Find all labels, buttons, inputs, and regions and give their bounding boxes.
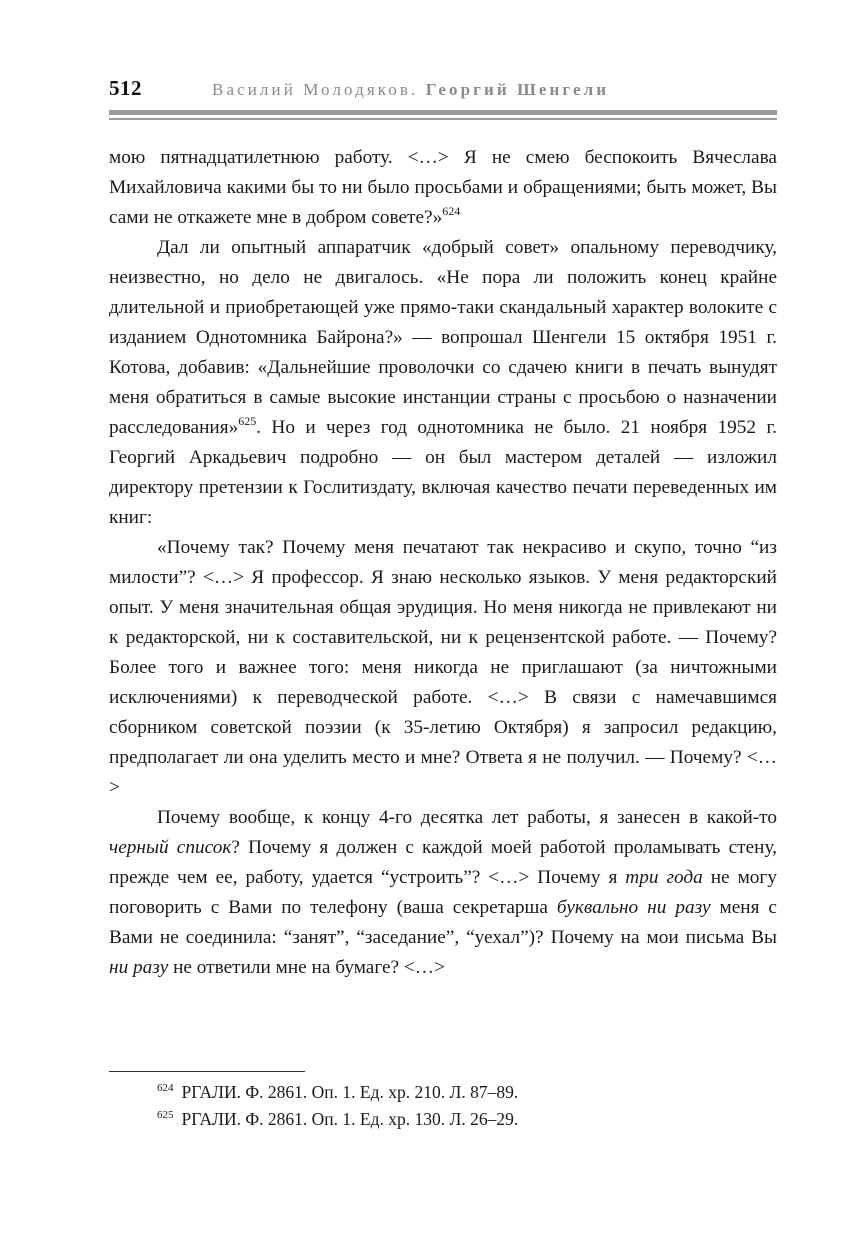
text-run: мою пятнадцатилетнюю работу. <…> Я не смею беспокоить Вячеслава Михайловича какими бы то ни было просьбами и обращениями; быть может, Вы сами не откажете мне в добром совете?» (109, 147, 777, 228)
footnote-ref: 625 (238, 414, 257, 428)
text-run: не могу поговорить с Вами по телефону (ваша секретарша (109, 867, 777, 918)
paragraph (109, 803, 777, 983)
text-run: меня с Вами не соединила: “занят”, “заседание”, “уехал”)? Почему на мои письма Вы (109, 897, 777, 948)
footnote-separator (109, 1071, 305, 1072)
text-run: . Но и через год однотомника не было. 21 ноября 1952 г. Георгий Аркадьевич подробно — он был мастером деталей — изложил директору претензии к Гослитиздату, включая качество печати переведенных им книг: (109, 417, 777, 528)
text-run: Почему вообще, к концу 4-го десятка лет работы, я занесен в какой-то (157, 807, 777, 828)
paragraph (109, 233, 777, 533)
running-header-author: Василий Молодяков. (212, 80, 419, 99)
running-header (212, 80, 609, 100)
page-number: 512 (109, 76, 142, 100)
paragraph (109, 533, 777, 803)
footnote-number: 625 (157, 1109, 174, 1121)
italic-emphasis: черный список (109, 837, 232, 858)
italic-emphasis: ни разу (109, 957, 169, 978)
text-run: не ответили мне на бумаге? <…> (168, 957, 445, 978)
italic-emphasis: буквально ни разу (556, 897, 711, 918)
text-run: «Почему так? Почему меня печатают так некрасиво и скупо, точно “из милости”? <…> Я профессор. Я знаю несколько языков. У меня редакторский опыт. У меня значительная общая эрудиция. Но меня никогда не привлекают ни к редакторской, ни к составительской, ни к рецензентской работе. — Почему? Более того и важнее того: меня никогда не приглашают (за ничтожными исключениями) к переводческой работе. <…> В связи с намечавшимся сборником советской поэзии (к 35-летию Октября) я запросил редакцию, предполагает ли она уделить место и мне? Ответа я не получил. — Почему? <…> (109, 537, 777, 798)
footnotes (157, 1079, 777, 1133)
body-text (109, 143, 777, 983)
running-header-title: Георгий Шенгели (425, 80, 610, 99)
footnote-ref: 624 (442, 204, 461, 218)
footnote-text: РГАЛИ. Ф. 2861. Оп. 1. Ед. хр. 210. Л. 87–89. (181, 1082, 519, 1102)
header-rule-thick (109, 110, 777, 115)
footnote (157, 1079, 777, 1106)
footnote (157, 1106, 777, 1133)
text-run: ? Почему я должен с каждой моей работой проламывать стену, прежде чем ее, работу, удается “устроить”? <…> Почему я (109, 837, 777, 888)
italic-emphasis: три года (625, 867, 703, 888)
header-rule-thin (109, 118, 777, 120)
footnote-number: 624 (157, 1082, 174, 1094)
footnote-text: РГАЛИ. Ф. 2861. Оп. 1. Ед. хр. 130. Л. 26–29. (181, 1109, 519, 1129)
text-run: Дал ли опытный аппаратчик «добрый совет» опальному переводчику, неизвестно, но дело не двигалось. «Не пора ли положить конец крайне длительной и приобретающей уже прямо-таки скандальный характер волоките с изданием Однотомника Байрона?» — вопрошал Шенгели 15 октября 1951 г. Котова, добавив: «Дальнейшие проволочки со сдачею книги в печать вынудят меня обратиться в самые высокие инстанции страны с просьбою о назначении расследования» (109, 237, 777, 438)
paragraph (109, 143, 777, 233)
